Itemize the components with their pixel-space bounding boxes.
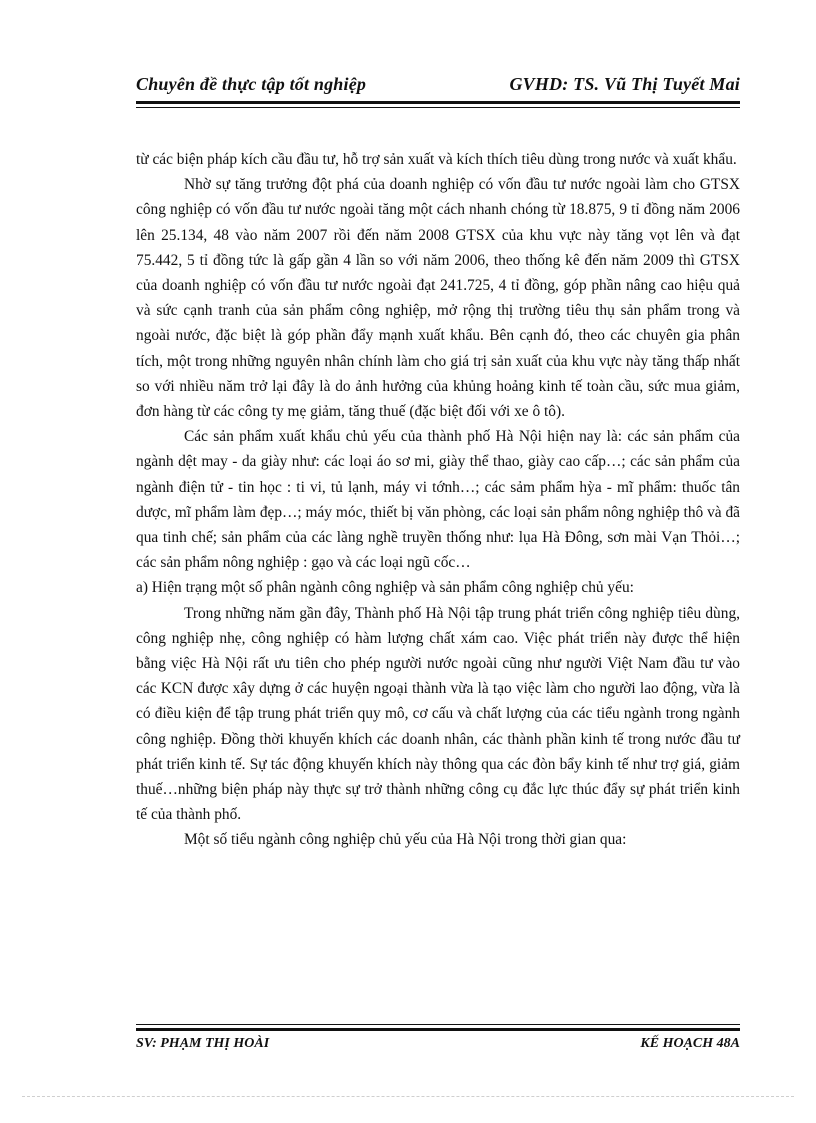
page-footer [136,1036,740,1052]
page-header [136,74,740,95]
footer-rule-thin [136,1024,740,1025]
paragraph-industry-status: Trong những năm gần đây, Thành phố Hà Nội tập trung phát triển công nghiệp tiêu dùng, công nghiệp nhẹ, công nghiệp có hàm lượng chất xám cao. Việc phát triển này được thể hiện bằng việc Hà Nội rất ưu tiên cho phép người nước ngoài cũng như người Việt Nam đầu tư vào các KCN được xây dựng ở các huyện ngoại thành vừa là tạo việc làm cho người lao động, vừa là có điều kiện để tập trung phát triển quy mô, cơ cấu và chất lượng của các tiểu ngành trong ngành công nghiệp. Đồng thời khuyến khích các doanh nhân, các thành phần kinh tế trong nước đầu tư phát triển kinh tế. Sự tác động khuyến khích này thông qua các đòn bẩy kinh tế như trợ giá, giảm thuế…những biện pháp này thực sự trở thành những công cụ đắc lực thúc đẩy sự phát triển kinh tế của thành phố. [136,604,740,824]
header-supervisor: GVHD: TS. Vũ Thị Tuyết Mai [509,74,740,94]
footer-student: SV: PHẠM THỊ HOÀI [136,1036,270,1051]
paragraph-sub-industries: Một số tiểu ngành công nghiệp chủ yếu của Hà Nội trong thời gian qua: [184,831,627,849]
paragraph-fdi-growth: Nhờ sự tăng trưởng đột phá của doanh nghiệp có vốn đầu tư nước ngoài làm cho GTSX công nghiệp có vốn đầu tư nước ngoài tăng một cách nhanh chóng từ 18.875, 9 tỉ đồng năm 2006 lên 25.134, 48 vào năm 2007 rồi đến năm 2008 GTSX của khu vực này tăng vọt lên và đạt 75.442, 5 tỉ đồng tức là gấp gần 4 lần so với năm 2006, theo thống kê đến năm 2009 thì GTSX của doanh nghiệp có vốn đầu tư nước ngoài đạt 241.725, 4 tỉ đồng, góp phần nâng cao hiệu quả và sức cạnh tranh của sản phẩm công nghiệp, mở rộng thị trường tiêu thụ sản phẩm trong và ngoài nước, đặc biệt là góp phần đẩy mạnh xuất khẩu. Bên cạnh đó, theo các chuyên gia phân tích, một trong những nguyên nhân chính làm cho giá trị sản xuất của khu vực này tăng thấp nhất so với nhiều năm trở lại đây là do ảnh hưởng của khủng hoảng kinh tế toàn cầu, sức mua giảm, đơn hàng từ các công ty mẹ giảm, tăng thuế (đặc biệt đối với xe ô tô). [136,176,740,421]
footer-class: KẾ HOẠCH 48A [640,1036,740,1051]
paragraph-continuation: từ các biện pháp kích cầu đầu tư, hỗ trợ sản xuất và kích thích tiêu dùng trong nước và xuất khẩu. [136,151,737,168]
header-title: Chuyên đề thực tập tốt nghiệp [136,74,367,94]
header-rule-thin [136,107,740,108]
footer-rule-thick [136,1028,740,1031]
body-text [136,147,740,853]
page-break-line [22,1096,794,1097]
paragraph-export-products: Các sản phẩm xuất khẩu chủ yếu của thành phố Hà Nội hiện nay là: các sản phẩm của ngành dệt may - da giày như: các loại áo sơ mi, giày thể thao, giày cao cấp…; các sản phẩm của ngành điện tử - tin học : ti vi, tủ lạnh, máy vi tớnh…; các sảm phẩm hỳa - mĩ phẩm: thuốc tân dược, mĩ phẩm làm đẹp…; máy móc, thiết bị văn phòng, các loại sản phẩm nông nghiệp thô và đã qua tinh chế; sản phẩm của các làng nghề truyền thống như: lụa Hà Đông, sơn mài Vạn Thỏi…; các sản phẩm nông nghiệp : gạo và các loại ngũ cốc… [136,428,740,572]
header-rule-thick [136,101,740,104]
section-heading-a: a) Hiện trạng một số phân ngành công nghiệp và sản phẩm công nghiệp chủ yếu: [136,579,634,597]
